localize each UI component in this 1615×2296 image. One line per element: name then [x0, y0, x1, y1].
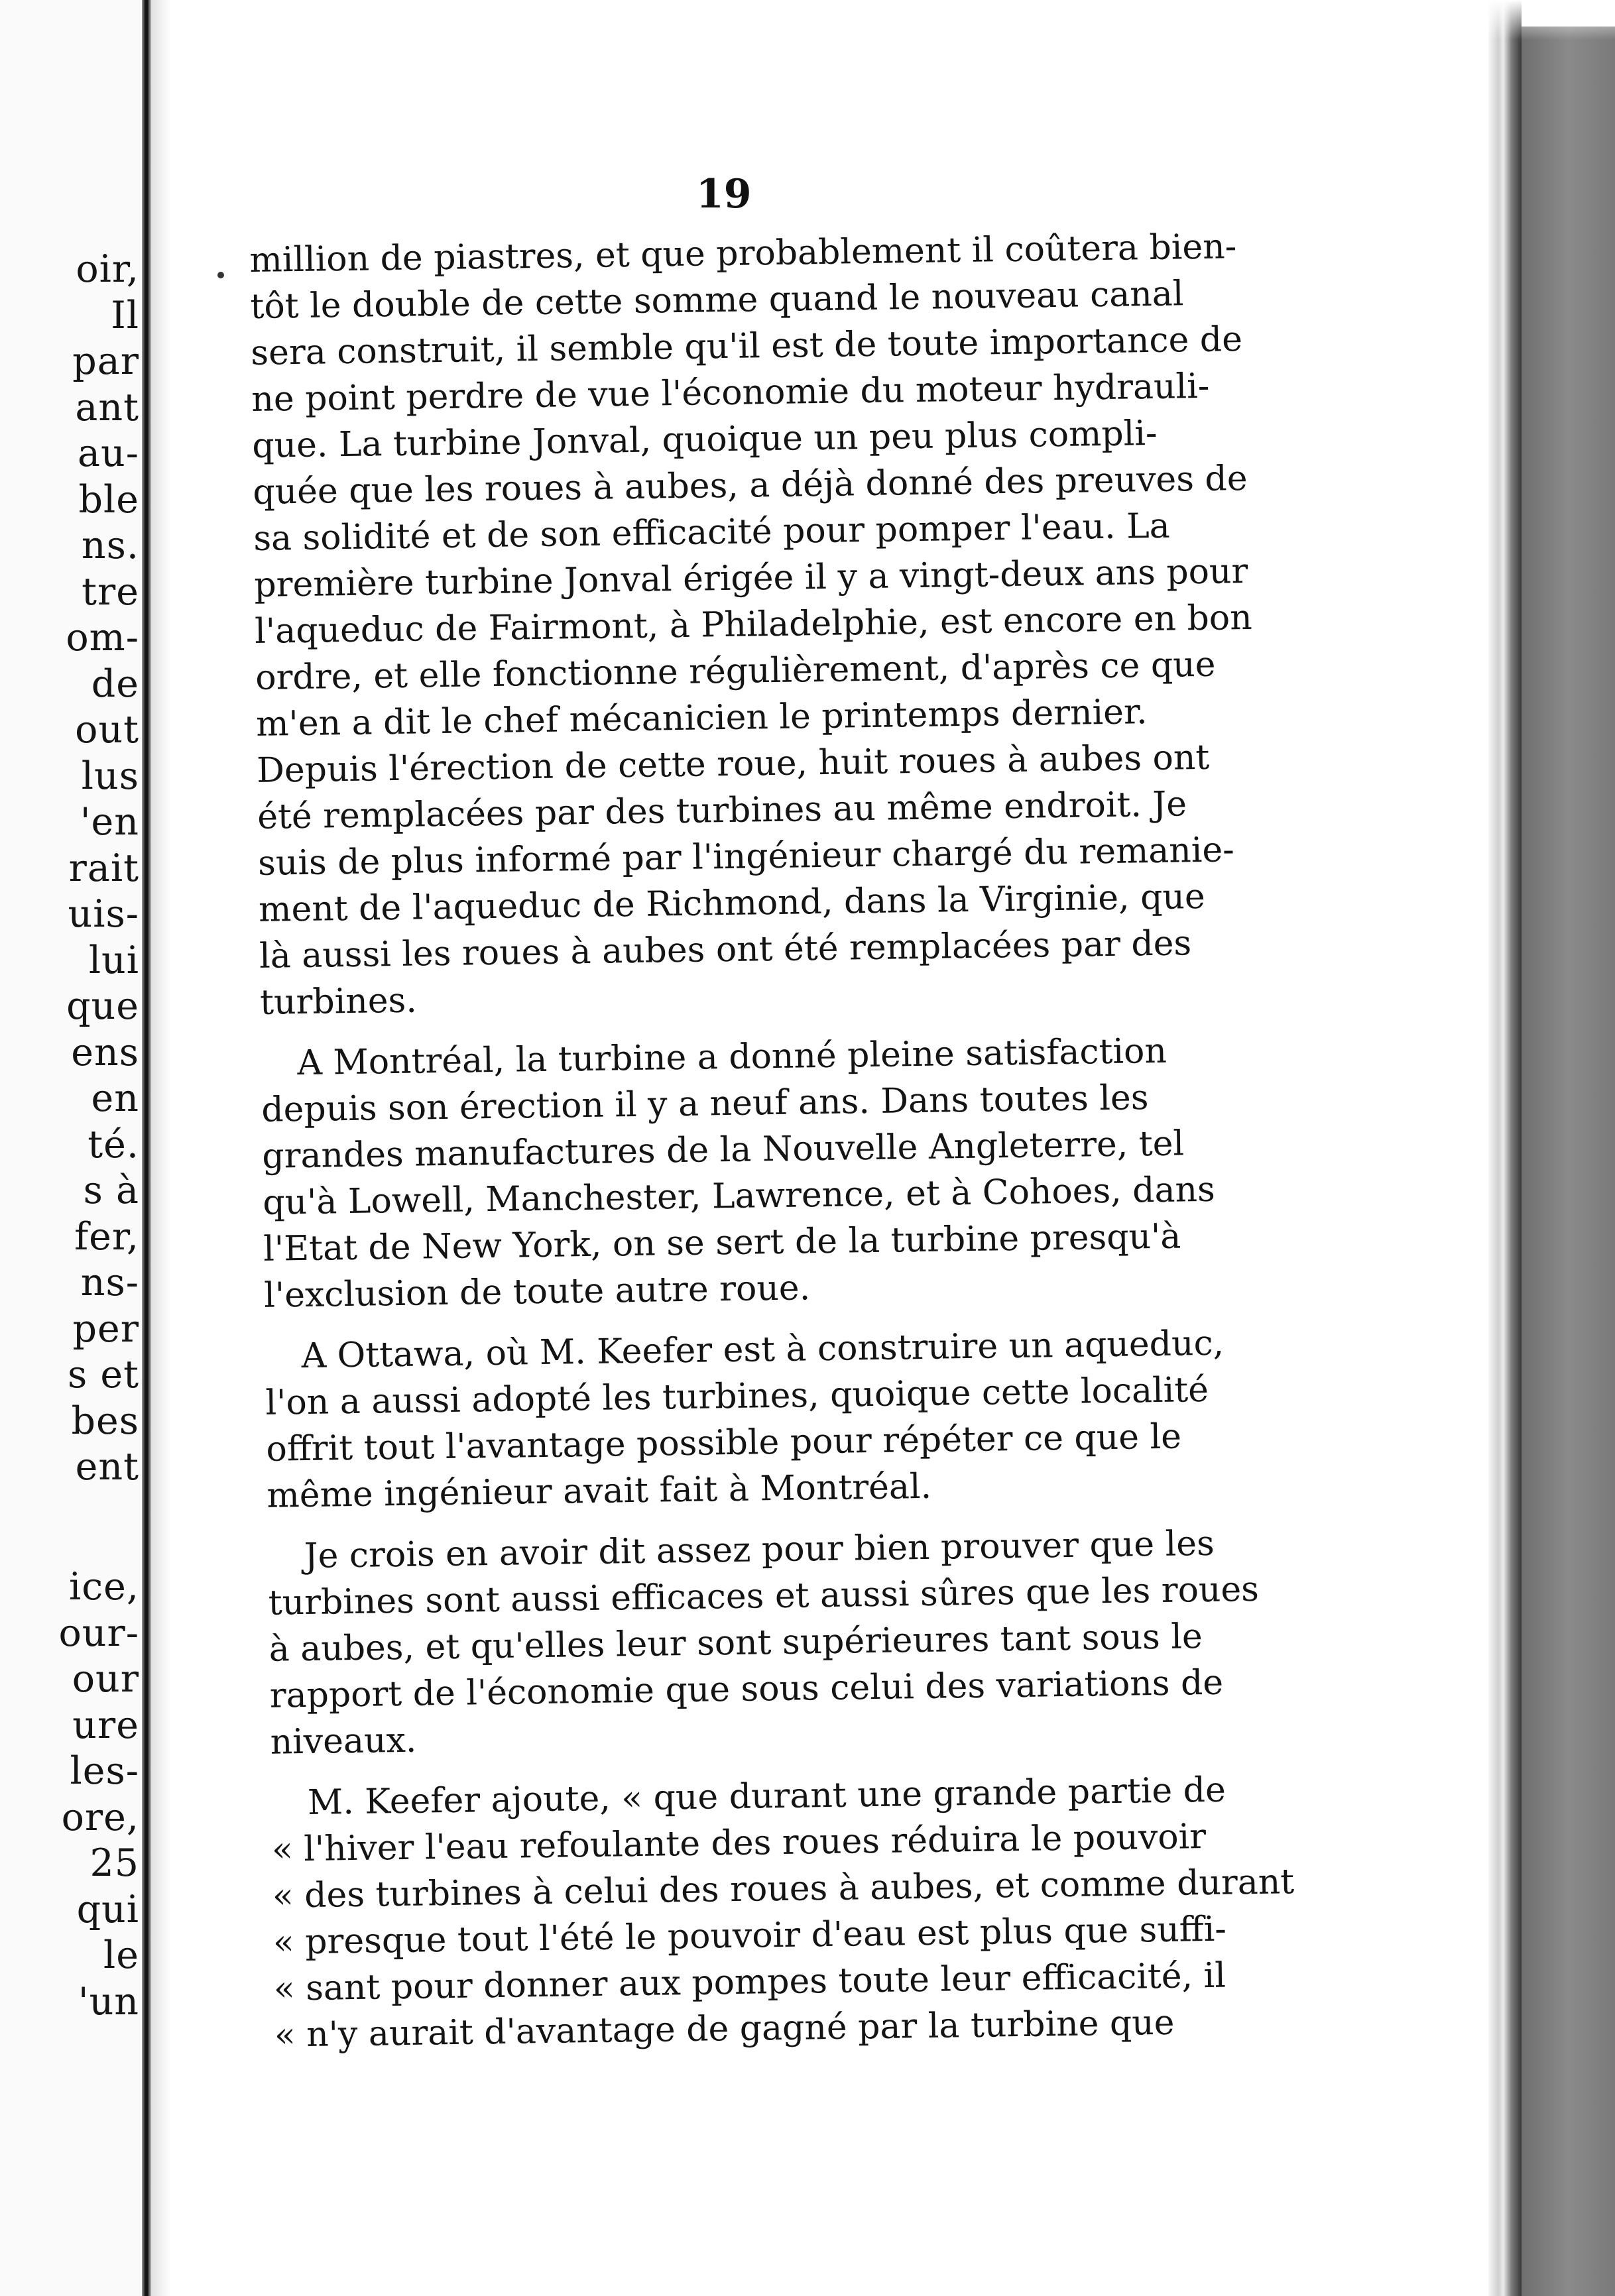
text-line: là aussi les roues à aubes ont été remplacées par des	[259, 923, 1192, 976]
facing-page-fragment: ice,	[68, 1565, 139, 1609]
facing-page-fragment: uis-	[68, 892, 139, 936]
facing-page-fragment: bes	[71, 1399, 139, 1443]
facing-page-fragment: ns.	[81, 524, 139, 567]
background-shadow-top	[1488, 0, 1615, 40]
facing-page-fragment: les-	[70, 1749, 139, 1793]
text-line: « sant pour donner aux pompes toute leur efficacité, il	[273, 1955, 1226, 2009]
facing-page-fragment: qui	[76, 1887, 139, 1931]
text-line: M. Keefer ajoute, « que durant une grande partie de	[307, 1770, 1226, 1823]
text-line: « n'y aurait d'avantage de gagné par la turbine que	[274, 2002, 1175, 2055]
text-line: turbines sont aussi efficaces et aussi sûres que les roues	[268, 1569, 1260, 1623]
text-line: A Montréal, la turbine a donné pleine satisfaction	[296, 1031, 1167, 1084]
facing-page-fragment: en	[91, 1076, 139, 1120]
text-line: Je crois en avoir dit assez pour bien prouver que les	[304, 1523, 1215, 1577]
text-line: que. La turbine Jonval, quoique un peu plus compli-	[251, 413, 1158, 466]
facing-page-fragment: ns-	[80, 1261, 139, 1304]
text-line: « l'hiver l'eau refoulante des roues réduira le pouvoir	[271, 1817, 1207, 1870]
facing-page-fragment: oir,	[76, 247, 139, 291]
text-line: niveaux.	[270, 1720, 417, 1762]
text-line: suis de plus informé par l'ingénieur chargé du remanie-	[257, 830, 1235, 884]
facing-page-fragment: s à	[83, 1169, 139, 1212]
text-line: quée que les roues à aubes, a déjà donné des preuves de	[252, 459, 1248, 512]
paragraph	[271, 1766, 1295, 2059]
facing-page-fragment: ant	[75, 385, 139, 430]
facing-page-fragment: ens	[71, 1030, 139, 1074]
facing-page-fragment: 25	[90, 1841, 139, 1885]
text-line: grandes manufactures de la Nouvelle Angleterre, tel	[261, 1123, 1185, 1177]
text-line: ordre, et elle fonctionne régulièrement, d'après ce que	[255, 644, 1216, 698]
facing-page-fragment: s et	[67, 1353, 139, 1397]
facing-page-fragment: fer,	[74, 1214, 139, 1259]
facing-page-fragment: out	[75, 708, 139, 752]
facing-page-fragment: 'en	[80, 800, 139, 844]
facing-page-fragment: ore,	[61, 1795, 139, 1839]
facing-page-fragment: ure	[72, 1703, 139, 1747]
facing-page-fragment: par	[72, 339, 139, 383]
page-edge	[1488, 0, 1522, 2296]
text-line: depuis son érection il y a neuf ans. Dans toutes les	[261, 1078, 1149, 1130]
facing-page-fragment: our-	[58, 1611, 139, 1655]
text-line: l'exclusion de toute autre roue.	[263, 1268, 811, 1316]
text-line: turbines.	[259, 980, 418, 1023]
paragraph	[261, 1027, 1246, 1319]
text-line: été remplacées par des turbines au même endroit. Je	[257, 784, 1187, 837]
margin-speck	[217, 272, 224, 278]
facing-page-fragment: le	[103, 1933, 139, 1977]
text-line: l'Etat de New York, on se sert de la turbine presqu'à	[263, 1216, 1181, 1269]
facing-page-fragment: lui	[88, 938, 139, 982]
text-line: ne point perdre de vue l'économie du moteur hydrauli-	[251, 366, 1210, 420]
text-line: l'aqueduc de Fairmont, à Philadelphie, est encore en bon	[254, 597, 1253, 652]
facing-page-edge	[0, 0, 147, 2296]
text-line: million de piastres, et que probablement il coûtera bien-	[249, 227, 1237, 280]
text-line: qu'à Lowell, Manchester, Lawrence, et à Cohoes, dans	[262, 1169, 1216, 1223]
paragraph	[249, 223, 1253, 1026]
page-number: 19	[696, 171, 752, 217]
facing-page-fragment: rait	[68, 846, 139, 890]
facing-page-fragment: lus	[81, 754, 139, 798]
text-line: l'on a aussi adopté les turbines, quoique cette localité	[265, 1369, 1209, 1423]
facing-page-fragment: ble	[78, 477, 139, 522]
facing-page-fragment: de	[91, 661, 139, 706]
background-shadow	[1522, 27, 1615, 2296]
text-line: tôt le double de cette somme quand le nouveau canal	[250, 274, 1184, 327]
text-line: « presque tout l'été le pouvoir d'eau est plus que suffi-	[272, 1909, 1227, 1963]
facing-page-fragment: tre	[82, 569, 139, 614]
text-line: rapport de l'économie que sous celui des variations de	[269, 1662, 1224, 1716]
facing-page-fragment: om-	[66, 616, 139, 660]
facing-page-fragment: 'un	[78, 1979, 139, 2024]
text-line: A Ottawa, où M. Keefer est à construire un aqueduc,	[301, 1323, 1225, 1377]
text-line: « des turbines à celui des roues à aubes, et comme durant	[272, 1862, 1295, 1916]
facing-page-fragment: ent	[75, 1445, 139, 1489]
text-line: sa solidité et de son efficacité pour pomper l'eau. La	[253, 506, 1171, 559]
facing-page-fragments-upper	[66, 247, 139, 1491]
text-line: ment de l'aqueduc de Richmond, dans la Virginie, que	[258, 876, 1206, 930]
facing-page-fragment: au-	[78, 431, 139, 475]
text-line: même ingénieur avait fait à Montréal.	[267, 1466, 932, 1516]
facing-page-fragment: per	[72, 1306, 139, 1351]
text-line: Depuis l'érection de cette roue, huit roues à aubes ont	[256, 737, 1210, 791]
text-line: offrit tout l'avantage possible pour répéter ce que le	[266, 1416, 1182, 1469]
body-text	[249, 223, 1295, 2058]
paragraph	[267, 1520, 1260, 1766]
facing-page-fragments-lower	[58, 1564, 139, 2025]
text-line: m'en a dit le chef mécanicien le printemps dernier.	[255, 692, 1148, 744]
text-line: sera construit, il semble qu'il est de toute importance de	[251, 319, 1243, 373]
facing-page-fragment: Il	[111, 293, 139, 337]
facing-page-fragment: our	[72, 1657, 139, 1701]
facing-page-fragment: té.	[88, 1122, 139, 1167]
text-line: à aubes, et qu'elles leur sont supérieures tant sous le	[269, 1617, 1203, 1670]
binding-gutter	[142, 0, 151, 2296]
facing-page-fragment: que	[66, 984, 139, 1028]
text-line: première turbine Jonval érigée il y a vingt-deux ans pour	[253, 551, 1248, 605]
paragraph	[265, 1320, 1248, 1519]
